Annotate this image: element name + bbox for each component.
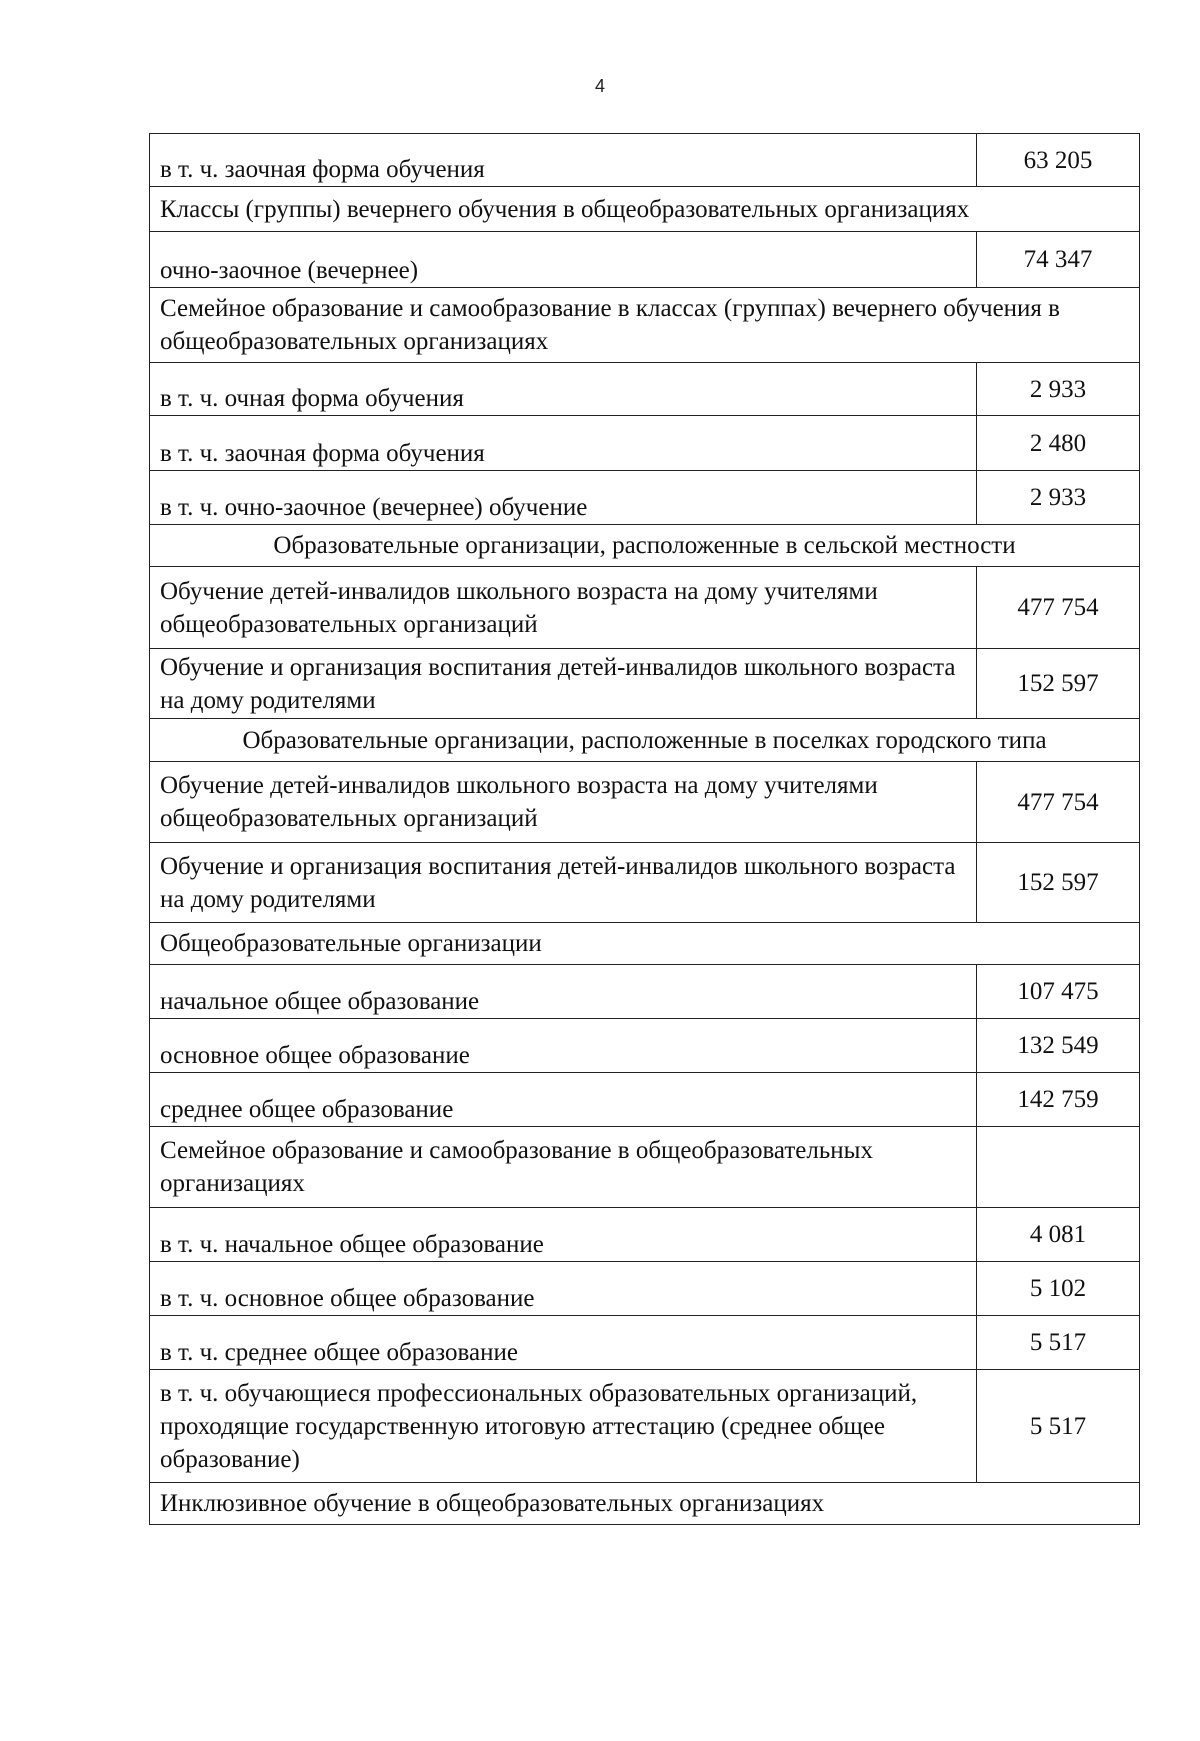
row-value-cell: 132 549	[977, 1019, 1140, 1073]
section-header-cell: Общеобразовательные организации	[150, 923, 1140, 965]
table-row	[150, 649, 1140, 719]
section-header-cell: Образовательные организации, расположенные в сельской местности	[150, 525, 1140, 567]
row-value-cell: 2 933	[977, 471, 1140, 525]
row-label-cell: в т. ч. заочная форма обучения	[150, 134, 977, 187]
row-label-cell: в т. ч. очная форма обучения	[150, 363, 977, 416]
row-label-cell: в т. ч. начальное общее образование	[150, 1208, 977, 1262]
row-label-cell: Семейное образование и самообразование в общеобразовательных организациях	[150, 1127, 977, 1208]
row-value-cell: 477 754	[977, 567, 1140, 649]
section-header-cell: Инклюзивное обучение в общеобразовательных организациях	[150, 1483, 1140, 1525]
table-row	[150, 416, 1140, 471]
table-row	[150, 1208, 1140, 1262]
table-row	[150, 1370, 1140, 1483]
row-value-cell: 63 205	[977, 134, 1140, 187]
page-number: 4	[594, 76, 605, 96]
row-value-cell: 5 517	[977, 1370, 1140, 1483]
row-label-cell: Обучение детей-инвалидов школьного возраста на дому учителями общеобразовательных организаций	[150, 762, 977, 843]
table-row	[150, 232, 1140, 288]
row-label-cell: основное общее образование	[150, 1019, 977, 1073]
table-row	[150, 965, 1140, 1019]
row-label-cell: в т. ч. очно-заочное (вечернее) обучение	[150, 471, 977, 525]
row-value-cell: 142 759	[977, 1073, 1140, 1127]
table-row	[150, 843, 1140, 923]
row-value-cell: 4 081	[977, 1208, 1140, 1262]
table-body	[150, 134, 1140, 1525]
section-header-row	[150, 719, 1140, 762]
table-row	[150, 134, 1140, 187]
document-table	[149, 133, 1140, 1525]
section-header-cell: Семейное образование и самообразование в классах (группах) вечернего обучения в общеобразовательных организациях	[150, 288, 1140, 363]
table-row	[150, 567, 1140, 649]
section-header-cell: Классы (группы) вечернего обучения в общеобразовательных организациях	[150, 187, 1140, 232]
row-label-cell: Обучение и организация воспитания детей-инвалидов школьного возраста на дому родителями	[150, 649, 977, 719]
table-row	[150, 1262, 1140, 1316]
table-row	[150, 762, 1140, 843]
row-label-cell: очно-заочное (вечернее)	[150, 232, 977, 288]
row-value-cell: 2 933	[977, 363, 1140, 416]
row-label-cell: в т. ч. среднее общее образование	[150, 1316, 977, 1370]
row-label-cell: Обучение и организация воспитания детей-инвалидов школьного возраста на дому родителями	[150, 843, 977, 923]
section-header-cell: Образовательные организации, расположенные в поселках городского типа	[150, 719, 1140, 762]
section-header-row	[150, 525, 1140, 567]
row-value-cell: 74 347	[977, 232, 1140, 288]
row-value-cell: 107 475	[977, 965, 1140, 1019]
row-label-cell: в т. ч. заочная форма обучения	[150, 416, 977, 471]
row-value-cell	[977, 1127, 1140, 1208]
row-value-cell: 152 597	[977, 649, 1140, 719]
table-row	[150, 363, 1140, 416]
table-row	[150, 1316, 1140, 1370]
row-label-cell: в т. ч. основное общее образование	[150, 1262, 977, 1316]
section-header-row	[150, 1483, 1140, 1525]
table-row	[150, 1073, 1140, 1127]
row-value-cell: 5 517	[977, 1316, 1140, 1370]
row-value-cell: 152 597	[977, 843, 1140, 923]
row-value-cell: 5 102	[977, 1262, 1140, 1316]
section-header-row	[150, 187, 1140, 232]
table-row	[150, 1019, 1140, 1073]
row-label-cell: Обучение детей-инвалидов школьного возраста на дому учителями общеобразовательных организаций	[150, 567, 977, 649]
section-header-row	[150, 923, 1140, 965]
row-label-cell: среднее общее образование	[150, 1073, 977, 1127]
row-label-cell: начальное общее образование	[150, 965, 977, 1019]
table-row	[150, 471, 1140, 525]
section-header-row	[150, 288, 1140, 363]
table-row	[150, 1127, 1140, 1208]
row-label-cell: в т. ч. обучающиеся профессиональных образовательных организаций, проходящие государственную итоговую аттестацию (среднее общее образование)	[150, 1370, 977, 1483]
row-value-cell: 477 754	[977, 762, 1140, 843]
row-value-cell: 2 480	[977, 416, 1140, 471]
